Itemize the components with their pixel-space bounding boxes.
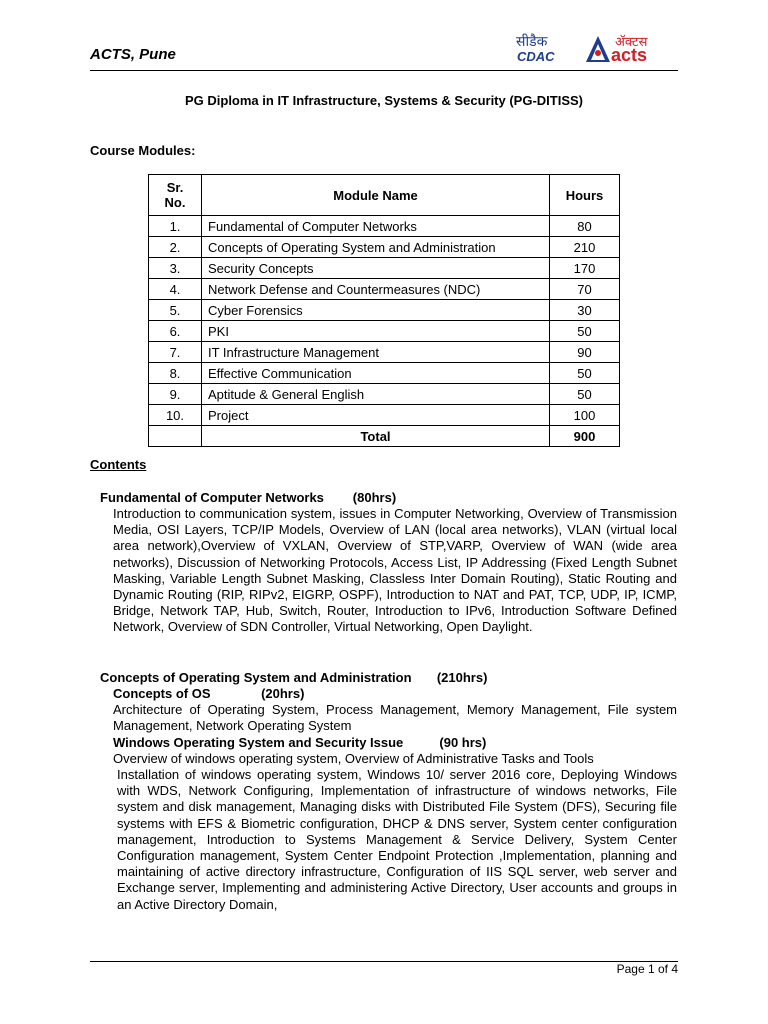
networks-heading: Fundamental of Computer Networks (80hrs) — [100, 490, 397, 505]
row-hours: 70 — [550, 279, 620, 300]
row-hours: 30 — [550, 300, 620, 321]
row-module-name: Project — [202, 405, 550, 426]
table-header-row — [149, 175, 620, 216]
cdac-acts-logo — [512, 30, 672, 66]
total-hours: 900 — [550, 426, 620, 447]
logo-hindi-left: सीडैक — [516, 33, 548, 49]
row-module-name: Network Defense and Countermeasures (NDC) — [202, 279, 550, 300]
row-sr-no: 8. — [149, 363, 202, 384]
table-row — [149, 321, 620, 342]
row-sr-no: 9. — [149, 384, 202, 405]
footer-divider — [90, 961, 678, 962]
header-module-name: Module Name — [202, 175, 550, 216]
modules-table — [148, 174, 620, 447]
table-row — [149, 216, 620, 237]
course-modules-label: Course Modules: — [90, 143, 196, 158]
total-row — [149, 426, 620, 447]
row-module-name: Security Concepts — [202, 258, 550, 279]
row-hours: 80 — [550, 216, 620, 237]
logo-triangle-icon — [584, 34, 612, 64]
table-row — [149, 405, 620, 426]
header-title: ACTS, Pune — [90, 46, 176, 63]
row-sr-no: 6. — [149, 321, 202, 342]
windows-intro: Overview of windows operating system, Overview of Administrative Tasks and Tools — [113, 750, 594, 766]
total-label: Total — [202, 426, 550, 447]
row-sr-no: 1. — [149, 216, 202, 237]
table-row — [149, 258, 620, 279]
total-blank-cell — [149, 426, 202, 447]
row-sr-no: 3. — [149, 258, 202, 279]
row-module-name: Effective Communication — [202, 363, 550, 384]
row-sr-no: 10. — [149, 405, 202, 426]
networks-section — [100, 490, 680, 506]
windows-heading: Windows Operating System and Security Issue (90 hrs) — [113, 734, 487, 750]
row-module-name: Cyber Forensics — [202, 300, 550, 321]
table-row — [149, 237, 620, 258]
logo-cdac: CDAC — [517, 49, 555, 64]
row-hours: 50 — [550, 363, 620, 384]
row-sr-no: 2. — [149, 237, 202, 258]
row-module-name: PKI — [202, 321, 550, 342]
table-row — [149, 279, 620, 300]
header-divider — [90, 70, 678, 71]
header-hours: Hours — [550, 175, 620, 216]
row-module-name: Aptitude & General English — [202, 384, 550, 405]
os-admin-heading: Concepts of Operating System and Administration (210hrs) — [100, 670, 488, 685]
table-row — [149, 384, 620, 405]
os-concepts-section — [113, 686, 677, 767]
row-hours: 90 — [550, 342, 620, 363]
os-concepts-body: Architecture of Operating System, Process Management, Memory Management, File system Management, Network Operating System — [113, 702, 677, 734]
row-module-name: IT Infrastructure Management — [202, 342, 550, 363]
header-sr-no: Sr. No. — [149, 175, 202, 216]
row-module-name: Concepts of Operating System and Administration — [202, 237, 550, 258]
logo-hindi-right: ॲक्टस — [615, 34, 648, 49]
contents-heading: Contents — [90, 457, 147, 472]
row-hours: 50 — [550, 321, 620, 342]
row-hours: 100 — [550, 405, 620, 426]
row-hours: 170 — [550, 258, 620, 279]
networks-body: Introduction to communication system, issues in Computer Networking, Overview of Transmission Media, OSI Layers, TCP/IP Models, Overview of LAN (local area networks), VLAN (virtual local area network),Overview of VXLAN, Overview of STP,VARP, Overview of WAN (wide area networks), Discussion of Networking Protocols, Access List, IP Addressing (Fixed Length Subnet Masking, Variable Length Subnet Masking, Classless Inter Domain Routing), Static Routing and Dynamic Routing (RIP, RIPv2, EIGRP, OSPF), Introduction to NAT and PAT, TCP, UDP, IP, ICMP, Bridge, Network TAP, Hub, Switch, Router, Introduction to IPv6, Introduction Software Defined Network, Overview of SDN Controller, Virtual Networking, Open Daylight. — [113, 506, 677, 635]
logo-acts: acts — [611, 45, 648, 65]
table-row — [149, 342, 620, 363]
windows-body: Installation of windows operating system, Windows 10/ server 2016 core, Deploying Windows with WDS, Network Configuring, Implementation of infrastructure of windows networks, File system and disk management, Managing disks with Distributed File System (DFS), Securing file systems with EFS & Biometric configuration, DHCP & DNS server, System center configuration management, Introduction to Systems Management & Service Delivery, System Center Configuration management, System Center Endpoint Protection ,Implementation, planning and maintaining of active directory infrastructure, Configuration of IIS SQL server, web server and Exchange server, Implementing and administering Active Directory, User accounts and groups in an Active Directory Domain, — [117, 767, 677, 912]
table-row — [149, 363, 620, 384]
table-row — [149, 300, 620, 321]
os-admin-section — [100, 670, 680, 686]
row-module-name: Fundamental of Computer Networks — [202, 216, 550, 237]
row-sr-no: 5. — [149, 300, 202, 321]
os-concepts-heading: Concepts of OS (20hrs) — [113, 686, 305, 701]
page-number: Page 1 of 4 — [616, 962, 678, 976]
row-hours: 210 — [550, 237, 620, 258]
document-title: PG Diploma in IT Infrastructure, Systems & Security (PG-DITISS) — [184, 93, 584, 108]
row-sr-no: 4. — [149, 279, 202, 300]
row-hours: 50 — [550, 384, 620, 405]
row-sr-no: 7. — [149, 342, 202, 363]
